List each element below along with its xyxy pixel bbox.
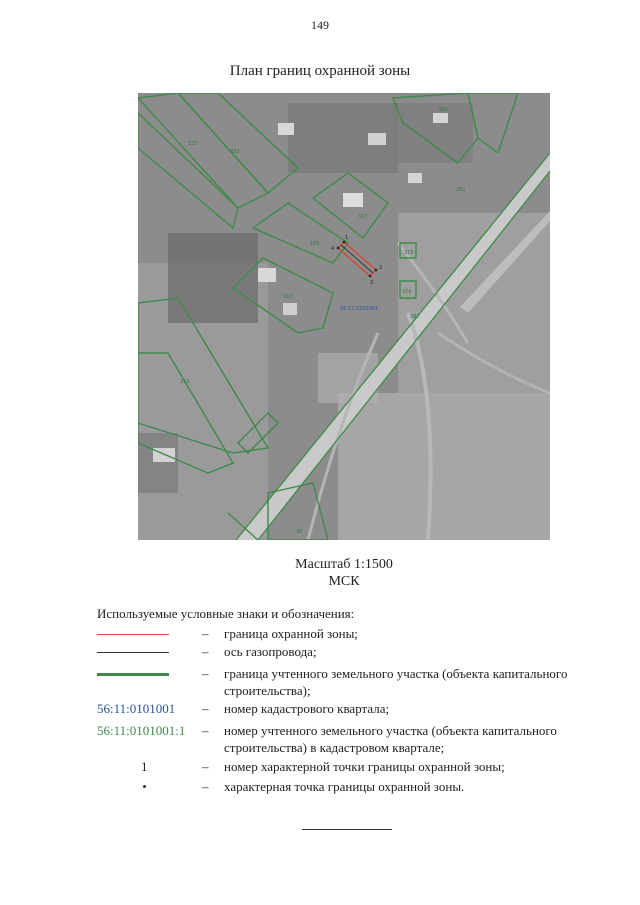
- coordinate-system: МСК: [328, 574, 360, 589]
- legend-dash: –: [202, 701, 209, 716]
- green-line-symbol: [97, 673, 169, 676]
- kvartal-code-sample: 56:11:0101001: [97, 701, 176, 716]
- red-line-symbol: [97, 634, 169, 635]
- scale-text: Масштаб 1:1500: [295, 557, 393, 572]
- parcel-label: 30: [296, 529, 303, 535]
- legend-dash: –: [202, 723, 209, 738]
- parcel-label: 332: [230, 149, 240, 155]
- scale-block: [0, 556, 640, 590]
- parcel-label: 326: [402, 289, 412, 295]
- legend-desc: номер кадастрового квартала;: [224, 701, 390, 716]
- parcel-label: 315: [404, 250, 414, 256]
- page-title: План границ охранной зоны: [229, 63, 411, 79]
- parcel-label: 302: [438, 107, 448, 113]
- legend-title: Используемые условные знаки и обозначения:: [97, 606, 355, 621]
- point-label: 4: [331, 246, 335, 252]
- parcel-label: 163: [283, 294, 293, 300]
- parcel-label: 181: [310, 241, 320, 247]
- legend-desc: граница учтенного земельного участка (объекта капитального строительства);: [224, 666, 568, 698]
- parcel-label: 317: [358, 214, 368, 220]
- point-label: 3: [370, 280, 374, 286]
- kvartal-label: 56:17:0302001: [340, 306, 379, 312]
- legend-desc: ось газопровода;: [224, 644, 317, 659]
- parcel-label: 162: [180, 379, 190, 385]
- parcel-label: 333: [188, 141, 198, 147]
- legend-desc: номер характерной точки границы охранной зоны;: [224, 759, 505, 774]
- legend-dash: –: [202, 644, 209, 659]
- parcel-label: 281: [456, 187, 466, 193]
- legend-item: [97, 665, 577, 699]
- legend-dash: –: [202, 759, 209, 774]
- point-label: 2: [379, 265, 383, 271]
- aerial-map: [138, 93, 550, 540]
- point-label: 1: [345, 235, 349, 241]
- page-number: 149: [311, 18, 329, 32]
- legend-dash: –: [202, 779, 209, 794]
- legend-desc: характерная точка границы охранной зоны.: [224, 779, 465, 794]
- parcel-label: 287: [410, 314, 420, 320]
- signature-line: [302, 829, 392, 830]
- legend-desc: граница охранной зоны;: [224, 626, 358, 641]
- parcel-code-sample: 56:11:0101001:1: [97, 723, 186, 738]
- legend-desc: номер учтенного земельного участка (объекта капитального строительства) в кадастровом квартале;: [224, 723, 557, 755]
- legend-dash: –: [202, 666, 209, 681]
- black-line-symbol: [97, 652, 169, 653]
- point-number-sample: 1: [141, 759, 148, 774]
- legend-item: [97, 722, 577, 756]
- legend-dash: –: [202, 626, 209, 641]
- point-dot-symbol: [143, 785, 146, 788]
